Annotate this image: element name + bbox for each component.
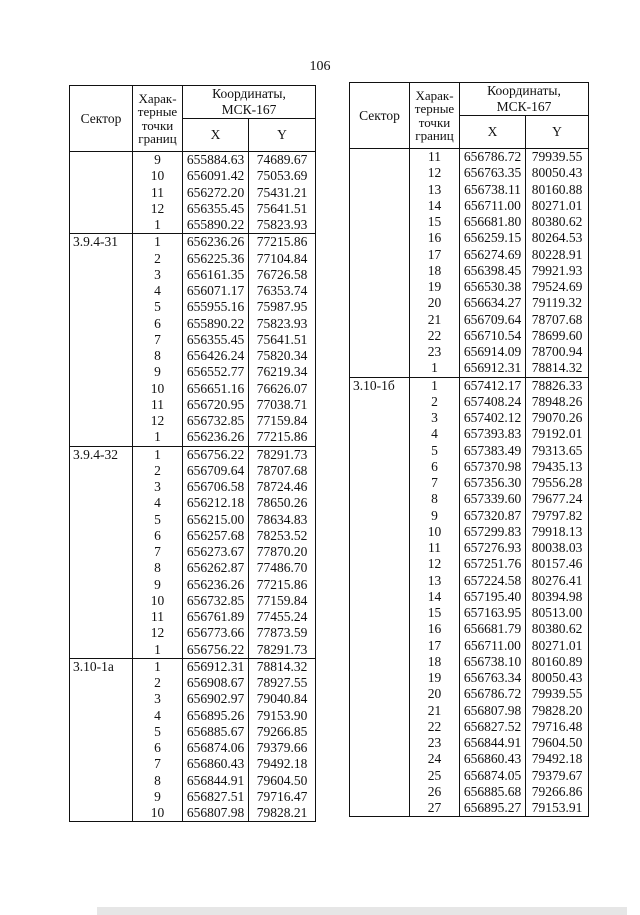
- header-points: Харак- терные точки границ: [410, 83, 460, 149]
- table-row: [350, 149, 589, 166]
- point-cell: 7: [410, 475, 460, 491]
- point-cell: 1: [410, 377, 460, 394]
- y-cell: 75431.21: [249, 185, 316, 201]
- y-cell: 79716.47: [249, 789, 316, 805]
- y-cell: 75823.93: [249, 316, 316, 332]
- y-cell: 78826.33: [526, 377, 589, 394]
- point-cell: 27: [410, 800, 460, 817]
- y-cell: 77873.59: [249, 625, 316, 641]
- point-cell: 3: [133, 479, 183, 495]
- y-cell: 77486.70: [249, 560, 316, 576]
- header-x: X: [460, 116, 526, 149]
- x-cell: 656651.16: [183, 381, 249, 397]
- y-cell: 79119.32: [526, 295, 589, 311]
- x-cell: 656732.85: [183, 593, 249, 609]
- header-y: Y: [249, 119, 316, 152]
- x-cell: 657299.83: [460, 524, 526, 540]
- point-cell: 6: [410, 459, 460, 475]
- table-body-right: [350, 149, 589, 817]
- x-cell: 656236.26: [183, 577, 249, 593]
- point-cell: 11: [133, 397, 183, 413]
- point-cell: 14: [410, 198, 460, 214]
- y-cell: 75641.51: [249, 332, 316, 348]
- x-cell: 656895.26: [183, 708, 249, 724]
- sector-cell: 3.10-1б: [350, 377, 410, 817]
- point-cell: 12: [410, 165, 460, 181]
- x-cell: 656860.43: [460, 751, 526, 767]
- y-cell: 78814.32: [526, 360, 589, 377]
- point-cell: 20: [410, 686, 460, 702]
- x-cell: 656895.27: [460, 800, 526, 817]
- x-cell: 656225.36: [183, 251, 249, 267]
- header-x: X: [183, 119, 249, 152]
- y-cell: 79492.18: [526, 751, 589, 767]
- x-cell: 655890.22: [183, 316, 249, 332]
- header-coordinates: Координаты, МСК-167: [460, 83, 589, 116]
- point-cell: 11: [410, 149, 460, 166]
- table-body-left: [70, 152, 316, 822]
- point-cell: 10: [410, 524, 460, 540]
- y-cell: 78724.46: [249, 479, 316, 495]
- header-sector: Сектор: [350, 83, 410, 149]
- y-cell: 79918.13: [526, 524, 589, 540]
- point-cell: 22: [410, 719, 460, 735]
- y-cell: 80271.01: [526, 638, 589, 654]
- y-cell: 80271.01: [526, 198, 589, 214]
- x-cell: 656827.51: [183, 789, 249, 805]
- x-cell: 656634.27: [460, 295, 526, 311]
- x-cell: 656710.54: [460, 328, 526, 344]
- x-cell: 657356.30: [460, 475, 526, 491]
- sector-cell: 3.10-1а: [70, 658, 133, 822]
- point-cell: 21: [410, 703, 460, 719]
- y-cell: 79192.01: [526, 426, 589, 442]
- y-cell: 79524.69: [526, 279, 589, 295]
- x-cell: 656761.89: [183, 609, 249, 625]
- point-cell: 1: [133, 429, 183, 446]
- table-row: [70, 152, 316, 169]
- point-cell: 1: [133, 446, 183, 463]
- scan-bottom-edge: [97, 907, 627, 915]
- table-row: [70, 658, 316, 675]
- y-cell: 79604.50: [249, 773, 316, 789]
- x-cell: 657163.95: [460, 605, 526, 621]
- x-cell: 657383.49: [460, 443, 526, 459]
- x-cell: 656681.80: [460, 214, 526, 230]
- x-cell: 657370.98: [460, 459, 526, 475]
- y-cell: 79153.91: [526, 800, 589, 817]
- point-cell: 8: [133, 773, 183, 789]
- x-cell: 656908.67: [183, 675, 249, 691]
- sector-cell: [350, 149, 410, 378]
- y-cell: 79379.66: [249, 740, 316, 756]
- header-points: Харак- терные точки границ: [133, 86, 183, 152]
- coordinates-table-left: [69, 85, 316, 822]
- point-cell: 2: [410, 394, 460, 410]
- point-cell: 10: [133, 168, 183, 184]
- y-cell: 75823.93: [249, 217, 316, 234]
- sector-cell: [70, 152, 133, 234]
- y-cell: 80228.91: [526, 247, 589, 263]
- y-cell: 76219.34: [249, 364, 316, 380]
- point-cell: 1: [410, 360, 460, 377]
- point-cell: 26: [410, 784, 460, 800]
- x-cell: 656912.31: [460, 360, 526, 377]
- y-cell: 79797.82: [526, 508, 589, 524]
- x-cell: 656257.68: [183, 528, 249, 544]
- table-row: [70, 234, 316, 251]
- y-cell: 80157.46: [526, 556, 589, 572]
- table-row: [70, 446, 316, 463]
- x-cell: 656262.87: [183, 560, 249, 576]
- point-cell: 8: [410, 491, 460, 507]
- point-cell: 8: [133, 560, 183, 576]
- y-cell: 77159.84: [249, 413, 316, 429]
- point-cell: 23: [410, 344, 460, 360]
- point-cell: 2: [133, 251, 183, 267]
- point-cell: 5: [133, 512, 183, 528]
- point-cell: 21: [410, 312, 460, 328]
- x-cell: 656272.20: [183, 185, 249, 201]
- x-cell: 655955.16: [183, 299, 249, 315]
- y-cell: 78699.60: [526, 328, 589, 344]
- page-number: 106: [309, 59, 331, 74]
- x-cell: 656912.31: [183, 658, 249, 675]
- point-cell: 2: [133, 463, 183, 479]
- point-cell: 13: [410, 182, 460, 198]
- y-cell: 80380.62: [526, 621, 589, 637]
- point-cell: 9: [133, 364, 183, 380]
- sector-cell: 3.9.4-31: [70, 234, 133, 446]
- point-cell: 5: [133, 724, 183, 740]
- point-cell: 10: [133, 805, 183, 822]
- y-cell: 79939.55: [526, 686, 589, 702]
- x-cell: 656756.22: [183, 446, 249, 463]
- x-cell: 656807.98: [183, 805, 249, 822]
- point-cell: 11: [133, 185, 183, 201]
- point-cell: 6: [133, 740, 183, 756]
- x-cell: 655884.63: [183, 152, 249, 169]
- point-cell: 4: [133, 495, 183, 511]
- table-row: [350, 377, 589, 394]
- x-cell: 657195.40: [460, 589, 526, 605]
- y-cell: 78291.73: [249, 642, 316, 659]
- point-cell: 1: [133, 217, 183, 234]
- y-cell: 80038.03: [526, 540, 589, 556]
- y-cell: 78291.73: [249, 446, 316, 463]
- coordinates-table-right: [349, 82, 589, 817]
- point-cell: 17: [410, 247, 460, 263]
- y-cell: 77455.24: [249, 609, 316, 625]
- point-cell: 3: [133, 267, 183, 283]
- x-cell: 656236.26: [183, 234, 249, 251]
- point-cell: 12: [133, 413, 183, 429]
- y-cell: 77038.71: [249, 397, 316, 413]
- x-cell: 656355.45: [183, 201, 249, 217]
- x-cell: 656236.26: [183, 429, 249, 446]
- point-cell: 10: [133, 381, 183, 397]
- point-cell: 11: [410, 540, 460, 556]
- header-y: Y: [526, 116, 589, 149]
- x-cell: 656706.58: [183, 479, 249, 495]
- point-cell: 9: [133, 789, 183, 805]
- point-cell: 6: [133, 316, 183, 332]
- x-cell: 657224.58: [460, 573, 526, 589]
- y-cell: 78707.68: [526, 312, 589, 328]
- y-cell: 79266.85: [249, 724, 316, 740]
- point-cell: 4: [133, 283, 183, 299]
- point-cell: 9: [133, 577, 183, 593]
- point-cell: 9: [410, 508, 460, 524]
- y-cell: 80264.53: [526, 230, 589, 246]
- y-cell: 79070.26: [526, 410, 589, 426]
- point-cell: 9: [133, 152, 183, 169]
- y-cell: 75820.34: [249, 348, 316, 364]
- point-cell: 10: [133, 593, 183, 609]
- x-cell: 656091.42: [183, 168, 249, 184]
- point-cell: 16: [410, 621, 460, 637]
- y-cell: 79604.50: [526, 735, 589, 751]
- y-cell: 80160.88: [526, 182, 589, 198]
- x-cell: 656874.06: [183, 740, 249, 756]
- x-cell: 657339.60: [460, 491, 526, 507]
- y-cell: 79435.13: [526, 459, 589, 475]
- y-cell: 76353.74: [249, 283, 316, 299]
- x-cell: 657276.93: [460, 540, 526, 556]
- point-cell: 19: [410, 279, 460, 295]
- y-cell: 79379.67: [526, 768, 589, 784]
- x-cell: 656709.64: [460, 312, 526, 328]
- y-cell: 78700.94: [526, 344, 589, 360]
- x-cell: 656885.68: [460, 784, 526, 800]
- x-cell: 656681.79: [460, 621, 526, 637]
- y-cell: 79313.65: [526, 443, 589, 459]
- y-cell: 76726.58: [249, 267, 316, 283]
- x-cell: 656274.69: [460, 247, 526, 263]
- point-cell: 23: [410, 735, 460, 751]
- point-cell: 4: [410, 426, 460, 442]
- x-cell: 656720.95: [183, 397, 249, 413]
- x-cell: 656273.67: [183, 544, 249, 560]
- x-cell: 657251.76: [460, 556, 526, 572]
- x-cell: 656732.85: [183, 413, 249, 429]
- point-cell: 24: [410, 751, 460, 767]
- sector-cell: 3.9.4-32: [70, 446, 133, 658]
- point-cell: 5: [133, 299, 183, 315]
- point-cell: 7: [133, 332, 183, 348]
- point-cell: 22: [410, 328, 460, 344]
- y-cell: 74689.67: [249, 152, 316, 169]
- y-cell: 79492.18: [249, 756, 316, 772]
- y-cell: 78650.26: [249, 495, 316, 511]
- x-cell: 656426.24: [183, 348, 249, 364]
- header-sector: Сектор: [70, 86, 133, 152]
- point-cell: 14: [410, 589, 460, 605]
- x-cell: 656738.10: [460, 654, 526, 670]
- point-cell: 19: [410, 670, 460, 686]
- y-cell: 80394.98: [526, 589, 589, 605]
- y-cell: 79153.90: [249, 708, 316, 724]
- x-cell: 656773.66: [183, 625, 249, 641]
- y-cell: 79828.20: [526, 703, 589, 719]
- x-cell: 656709.64: [183, 463, 249, 479]
- y-cell: 80050.43: [526, 670, 589, 686]
- y-cell: 80513.00: [526, 605, 589, 621]
- x-cell: 655890.22: [183, 217, 249, 234]
- x-cell: 656212.18: [183, 495, 249, 511]
- x-cell: 656763.34: [460, 670, 526, 686]
- point-cell: 3: [133, 691, 183, 707]
- point-cell: 12: [133, 201, 183, 217]
- y-cell: 79716.48: [526, 719, 589, 735]
- y-cell: 79556.28: [526, 475, 589, 491]
- x-cell: 656885.67: [183, 724, 249, 740]
- y-cell: 79828.21: [249, 805, 316, 822]
- y-cell: 75053.69: [249, 168, 316, 184]
- point-cell: 20: [410, 295, 460, 311]
- y-cell: 78253.52: [249, 528, 316, 544]
- header-coordinates: Координаты, МСК-167: [183, 86, 316, 119]
- x-cell: 656161.35: [183, 267, 249, 283]
- y-cell: 75987.95: [249, 299, 316, 315]
- point-cell: 12: [410, 556, 460, 572]
- y-cell: 77215.86: [249, 234, 316, 251]
- point-cell: 11: [133, 609, 183, 625]
- point-cell: 25: [410, 768, 460, 784]
- y-cell: 77870.20: [249, 544, 316, 560]
- y-cell: 79939.55: [526, 149, 589, 166]
- x-cell: 656874.05: [460, 768, 526, 784]
- x-cell: 656844.91: [183, 773, 249, 789]
- y-cell: 77215.86: [249, 577, 316, 593]
- point-cell: 12: [133, 625, 183, 641]
- x-cell: 656902.97: [183, 691, 249, 707]
- y-cell: 77159.84: [249, 593, 316, 609]
- y-cell: 79677.24: [526, 491, 589, 507]
- x-cell: 656763.35: [460, 165, 526, 181]
- x-cell: 656530.38: [460, 279, 526, 295]
- y-cell: 78634.83: [249, 512, 316, 528]
- point-cell: 18: [410, 263, 460, 279]
- x-cell: 656711.00: [460, 638, 526, 654]
- y-cell: 79266.86: [526, 784, 589, 800]
- y-cell: 78814.32: [249, 658, 316, 675]
- point-cell: 2: [133, 675, 183, 691]
- x-cell: 656786.72: [460, 686, 526, 702]
- x-cell: 656355.45: [183, 332, 249, 348]
- x-cell: 656071.17: [183, 283, 249, 299]
- x-cell: 657408.24: [460, 394, 526, 410]
- y-cell: 78707.68: [249, 463, 316, 479]
- x-cell: 656827.52: [460, 719, 526, 735]
- x-cell: 656552.77: [183, 364, 249, 380]
- point-cell: 5: [410, 443, 460, 459]
- x-cell: 657402.12: [460, 410, 526, 426]
- point-cell: 13: [410, 573, 460, 589]
- point-cell: 6: [133, 528, 183, 544]
- y-cell: 80380.62: [526, 214, 589, 230]
- x-cell: 657320.87: [460, 508, 526, 524]
- y-cell: 75641.51: [249, 201, 316, 217]
- x-cell: 656860.43: [183, 756, 249, 772]
- point-cell: 15: [410, 214, 460, 230]
- y-cell: 76626.07: [249, 381, 316, 397]
- point-cell: 1: [133, 234, 183, 251]
- x-cell: 657393.83: [460, 426, 526, 442]
- x-cell: 656914.09: [460, 344, 526, 360]
- point-cell: 8: [133, 348, 183, 364]
- x-cell: 656756.22: [183, 642, 249, 659]
- x-cell: 656711.00: [460, 198, 526, 214]
- y-cell: 80276.41: [526, 573, 589, 589]
- point-cell: 7: [133, 756, 183, 772]
- y-cell: 77215.86: [249, 429, 316, 446]
- y-cell: 80160.89: [526, 654, 589, 670]
- y-cell: 77104.84: [249, 251, 316, 267]
- y-cell: 80050.43: [526, 165, 589, 181]
- x-cell: 656786.72: [460, 149, 526, 166]
- y-cell: 79921.93: [526, 263, 589, 279]
- x-cell: 656738.11: [460, 182, 526, 198]
- y-cell: 79040.84: [249, 691, 316, 707]
- x-cell: 656844.91: [460, 735, 526, 751]
- point-cell: 17: [410, 638, 460, 654]
- y-cell: 78948.26: [526, 394, 589, 410]
- x-cell: 656259.15: [460, 230, 526, 246]
- x-cell: 656807.98: [460, 703, 526, 719]
- x-cell: 657412.17: [460, 377, 526, 394]
- x-cell: 656398.45: [460, 263, 526, 279]
- point-cell: 16: [410, 230, 460, 246]
- point-cell: 7: [133, 544, 183, 560]
- point-cell: 3: [410, 410, 460, 426]
- point-cell: 1: [133, 658, 183, 675]
- point-cell: 15: [410, 605, 460, 621]
- y-cell: 78927.55: [249, 675, 316, 691]
- point-cell: 4: [133, 708, 183, 724]
- x-cell: 656215.00: [183, 512, 249, 528]
- point-cell: 18: [410, 654, 460, 670]
- point-cell: 1: [133, 642, 183, 659]
